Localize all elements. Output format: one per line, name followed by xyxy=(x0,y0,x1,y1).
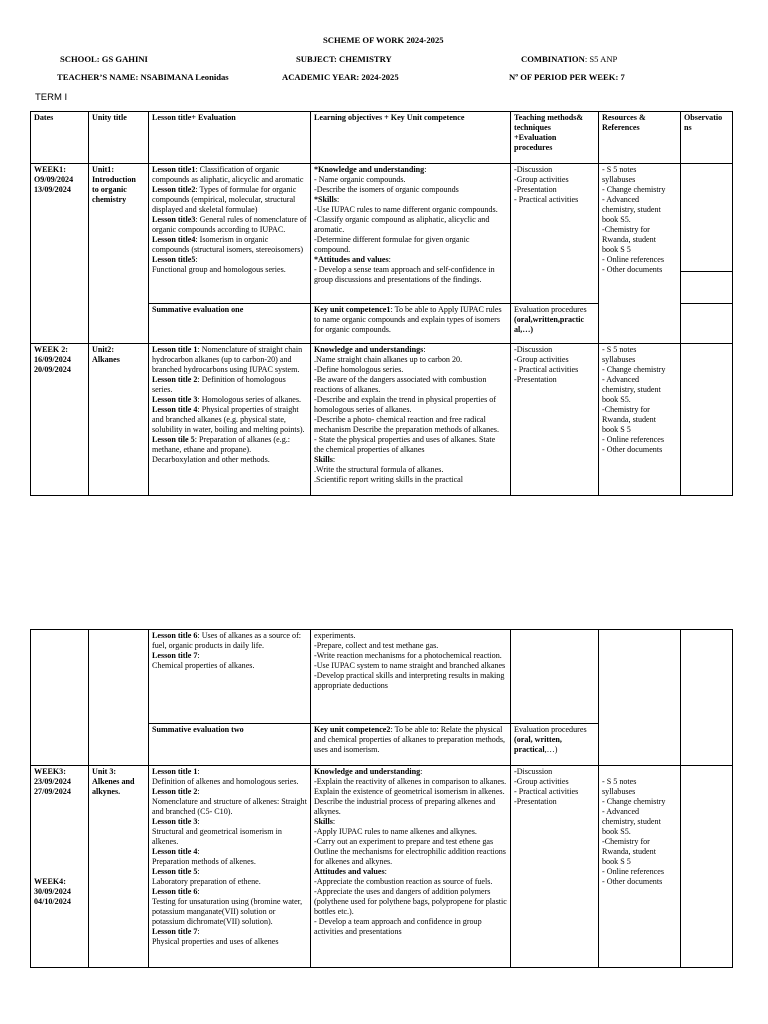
term-label: TERM I xyxy=(35,92,68,103)
text-line: Skills: xyxy=(314,455,336,464)
col-header-observations: Observatio ns xyxy=(681,112,733,164)
list-item: syllabuses xyxy=(602,175,636,184)
text-line: Lesson title1: Classification of organic compounds as aliphatic, alicyclic and aromatic xyxy=(152,165,304,184)
text-line: -Develop practical skills and interpreting results in making appropriate deductions xyxy=(314,671,505,690)
cont-lessons xyxy=(149,630,311,724)
list-item: -Chemistry for xyxy=(602,837,650,846)
scheme-table-page2 xyxy=(30,629,733,968)
summative-evaluation-one: Summative evaluation one xyxy=(149,304,311,344)
evaluation-procedures-1: Evaluation procedures (oral,written,practic al,…) xyxy=(511,304,599,344)
week3-lessons xyxy=(149,766,311,968)
list-item: -Discussion xyxy=(514,345,553,354)
text-line: Lesson title 6: Uses of alkanes as a source of: fuel, organic products in daily life. xyxy=(152,631,302,650)
week2-lessons xyxy=(149,344,311,496)
text-line: -Describe a photo- chemical reaction and free radical mechanism Describe the preparation methods of alkanes. xyxy=(314,415,499,434)
list-item: -Group activities xyxy=(514,777,569,786)
cont-observations xyxy=(681,630,733,766)
text-line: -Define homologous series. xyxy=(314,365,404,374)
text-line: -Carry out an experiment to prepare and test ethene gas Outline the mechanisms for electrophilic addition reactions for alkenes and alkynes. xyxy=(314,837,506,866)
text-line: .Write the structural formula of alkanes. xyxy=(314,465,444,474)
table-row-alkanes-continued xyxy=(31,630,733,724)
week2-observations xyxy=(681,344,733,496)
list-item: - Change chemistry xyxy=(602,185,666,194)
cont-unit xyxy=(89,630,149,766)
list-item: - Practical activities xyxy=(514,787,579,796)
list-item: - Practical activities xyxy=(514,365,579,374)
text-line: Lesson title2: Types of formulae for organic compounds (empirical, molecular, structural displayed and skeletal formulae) xyxy=(152,185,297,214)
week2-unit: Unit2: Alkanes xyxy=(89,344,149,496)
text-line: - Develop a sense team approach and self-confidence in group discussions and presentations of the findings. xyxy=(314,265,495,284)
list-item: - Change chemistry xyxy=(602,797,666,806)
text-line: Knowledge and understanding: xyxy=(314,767,423,776)
document-title: SCHEME OF WORK 2024-2025 xyxy=(323,35,444,45)
list-item: - Other documents xyxy=(602,445,663,454)
text-line: Preparation methods of alkenes. xyxy=(152,857,256,866)
list-item: - Online references xyxy=(602,435,665,444)
text-line: - State the physical properties and uses of alkanes. State the chemical properties of alkanes xyxy=(314,435,496,454)
week1-lessons xyxy=(149,164,311,304)
key-unit-competence-1: Key unit competence1: To be able to Apply IUPAC rules to name organic compounds and explain types of isomers for organic compounds. xyxy=(311,304,511,344)
list-item: -Chemistry for xyxy=(602,225,650,234)
text-line: -Use IUPAC system to name straight and branched alkanes xyxy=(314,661,506,670)
cont-objectives xyxy=(311,630,511,724)
list-item: - Online references xyxy=(602,255,665,264)
list-item: book S5. xyxy=(602,395,631,404)
text-line: Structural and geometrical isomerism in alkenes. xyxy=(152,827,282,846)
text-line: Explain the existence of geometrical isomerism in alkenes. xyxy=(314,787,505,796)
list-item: - Practical activities xyxy=(514,195,579,204)
combination-value: : S5 ANP xyxy=(584,54,618,64)
text-line: .Scientific report writing skills in the practical xyxy=(314,475,464,484)
list-item: chemistry, student xyxy=(602,385,661,394)
week1-objectives xyxy=(311,164,511,304)
text-line: Lesson tile 5: Preparation of alkanes (e.g.: methane, ethane and propane). Decarboxylation and other methods. xyxy=(152,435,291,464)
list-item: -Presentation xyxy=(514,797,557,806)
cont-resources xyxy=(599,630,681,766)
col-header-unit: Unity title xyxy=(89,112,149,164)
text-line: -Determine different formulae for given organic compound. xyxy=(314,235,470,254)
week1-resources xyxy=(599,164,681,344)
text-line: *Knowledge and understanding: xyxy=(314,165,427,174)
text-line: Lesson title 1: xyxy=(152,767,200,776)
text-line: Lesson title 6: xyxy=(152,887,200,896)
text-line: Nomenclature and structure of alkenes: Straight and branched (C5- C10). xyxy=(152,797,307,816)
week1-observations xyxy=(681,164,733,344)
week1-methods xyxy=(511,164,599,304)
list-item: chemistry, student xyxy=(602,817,661,826)
text-line: Lesson title 5: xyxy=(152,867,200,876)
list-item: -Presentation xyxy=(514,375,557,384)
list-item: - Advanced xyxy=(602,807,640,816)
list-item: Rwanda, student xyxy=(602,235,656,244)
text-line: Describe the industrial process of preparing alkenes and alkynes. xyxy=(314,797,496,816)
week2-resources xyxy=(599,344,681,496)
summative-evaluation-two: Summative evaluation two xyxy=(149,724,311,766)
list-item: - Advanced xyxy=(602,195,640,204)
evaluation-procedures-2: Evaluation procedures (oral, written, practical,…) xyxy=(511,724,599,766)
teacher-name: TEACHER’S NAME: NSABIMANA Leonidas xyxy=(57,72,229,82)
week2-objectives xyxy=(311,344,511,496)
list-item: syllabuses xyxy=(602,355,636,364)
list-item: book S 5 xyxy=(602,245,631,254)
text-line: -Apply IUPAC rules to name alkenes and alkynes. xyxy=(314,827,477,836)
list-item: -Group activities xyxy=(514,355,569,364)
text-line: - Name organic compounds. xyxy=(314,175,406,184)
week2-dates: WEEK 2: 16/09/2024 20/09/2024 xyxy=(31,344,89,496)
table-row-week2 xyxy=(31,344,733,496)
list-item: -Discussion xyxy=(514,767,553,776)
text-line: -Use IUPAC rules to name different organic compounds. xyxy=(314,205,498,214)
week3-objectives xyxy=(311,766,511,968)
text-line: Lesson title 3: xyxy=(152,817,200,826)
periods-per-week: Nº OF PERIOD PER WEEK: 7 xyxy=(509,72,625,82)
week1-dates: WEEK1: O9/09/2024 13/09/2024 xyxy=(31,164,89,344)
text-line: -Classify organic compound as aliphatic, alicyclic and aromatic. xyxy=(314,215,490,234)
list-item: -Presentation xyxy=(514,185,557,194)
week2-methods xyxy=(511,344,599,496)
list-item: book S 5 xyxy=(602,425,631,434)
list-item: Rwanda, student xyxy=(602,415,656,424)
week3-4-dates: WEEK3: 23/09/2024 27/09/2024 WEEK4: 30/09/2024 04/10/2024 xyxy=(31,766,89,968)
text-line: Lesson title5: xyxy=(152,255,198,264)
text-line: Lesson title 4: Physical properties of straight and branched alkanes (e.g. physical state, solubility in water, boiling and melting points). xyxy=(152,405,305,434)
list-item: book S5. xyxy=(602,827,631,836)
list-item: - S 5 notes xyxy=(602,777,637,786)
text-line: - Develop a team approach and confidence in group activities and presentations xyxy=(314,917,482,936)
text-line: Lesson title 2: xyxy=(152,787,200,796)
combination xyxy=(521,54,617,64)
text-line: -Write reaction mechanisms for a photochemical reaction. xyxy=(314,651,502,660)
key-unit-competence-2: Key unit competence2: To be able to: Relate the physical and chemical properties of alkanes to preparation methods, uses and isomerism. xyxy=(311,724,511,766)
week1-unit: Unit1: Introduction to organic chemistry xyxy=(89,164,149,344)
cont-dates xyxy=(31,630,89,766)
text-line: Physical properties and uses of alkenes xyxy=(152,937,279,946)
col-header-resources: Resources & References xyxy=(599,112,681,164)
text-line: -Be aware of the dangers associated with combustion reactions of alkanes. xyxy=(314,375,487,394)
text-line: Lesson title3: General rules of nomenclature of organic compounds according to IUPAC. xyxy=(152,215,307,234)
list-item: -Discussion xyxy=(514,165,553,174)
table-row-week1 xyxy=(31,164,733,304)
text-line: Attitudes and values: xyxy=(314,867,387,876)
text-line: Lesson title 3: Homologous series of alkanes. xyxy=(152,395,302,404)
list-item: - Change chemistry xyxy=(602,365,666,374)
text-line: Laboratory preparation of ethene. xyxy=(152,877,261,886)
list-item: chemistry, student xyxy=(602,205,661,214)
text-line: Lesson title 7: xyxy=(152,651,200,660)
week3-observations xyxy=(681,766,733,968)
table-row-week3-4 xyxy=(31,766,733,968)
text-line: Definition of alkenes and homologous series. xyxy=(152,777,299,786)
list-item: - Other documents xyxy=(602,265,663,274)
text-line: Lesson title 4: xyxy=(152,847,200,856)
list-item: - Online references xyxy=(602,867,665,876)
text-line: Lesson title4: Isomerism in organic compounds (structural isomers, stereoisomers) xyxy=(152,235,304,254)
cont-methods xyxy=(511,630,599,724)
text-line: Chemical properties of alkanes. xyxy=(152,661,255,670)
combination-label: COMBINATION xyxy=(521,54,585,64)
text-line: .Name straight chain alkanes up to carbon 20. xyxy=(314,355,463,364)
text-line: -Prepare, collect and test methane gas. xyxy=(314,641,439,650)
col-header-methods: Teaching methods& techniques +Evaluation procedures xyxy=(511,112,599,164)
col-header-lesson: Lesson title+ Evaluation xyxy=(149,112,311,164)
list-item: - Other documents xyxy=(602,877,663,886)
subject: SUBJECT: CHEMISTRY xyxy=(296,54,392,64)
text-line: Knowledge and understandings: xyxy=(314,345,426,354)
text-line: -Appreciate the uses and dangers of addition polymers (polythene used for polythene bags, polypropene for plastic bottles etc.). xyxy=(314,887,507,916)
week3-methods xyxy=(511,766,599,968)
list-item: - Advanced xyxy=(602,375,640,384)
list-item: - S 5 notes xyxy=(602,345,637,354)
text-line: Lesson title 1: Nomenclature of straight chain hydrocarbon alkanes (up to carbon-20) and branched hydrocarbons using IUPAC system. xyxy=(152,345,303,374)
list-item: - S 5 notes xyxy=(602,165,637,174)
text-line: experiments. xyxy=(314,631,356,640)
list-item: Rwanda, student xyxy=(602,847,656,856)
list-item: -Group activities xyxy=(514,175,569,184)
list-item: book S5. xyxy=(602,215,631,224)
col-header-objectives: Learning objectives + Key Unit competence xyxy=(311,112,511,164)
text-line: -Appreciate the combustion reaction as source of fuels. xyxy=(314,877,493,886)
week3-resources xyxy=(599,766,681,968)
academic-year: ACADEMIC YEAR: 2024-2025 xyxy=(282,72,399,82)
text-line: Lesson title 7: xyxy=(152,927,200,936)
col-header-dates: Dates xyxy=(31,112,89,164)
text-line: Lesson title 2: Definition of homologous series. xyxy=(152,375,286,394)
list-item: syllabuses xyxy=(602,787,636,796)
table-header-row xyxy=(31,112,733,164)
text-line: *Skills: xyxy=(314,195,340,204)
text-line: Functional group and homologous series. xyxy=(152,265,286,274)
text-line: -Describe and explain the trend in physical properties of homologous series of alkanes. xyxy=(314,395,497,414)
text-line: Skills: xyxy=(314,817,336,826)
text-line: -Explain the reactivity of alkenes in comparison to alkanes. xyxy=(314,777,507,786)
text-line: -Describe the isomers of organic compounds xyxy=(314,185,459,194)
scheme-table-page1 xyxy=(30,111,733,496)
list-item: book S 5 xyxy=(602,857,631,866)
text-line: Testing for unsaturation using (bromine water, potassium manganate(VII) solution or potassium dichromate(VII) solution). xyxy=(152,897,303,926)
text-line: *Attitudes and values: xyxy=(314,255,391,264)
school-name: SCHOOL: GS GAHINI xyxy=(60,54,148,64)
list-item: -Chemistry for xyxy=(602,405,650,414)
week3-unit: Unit 3: Alkenes and alkynes. xyxy=(89,766,149,968)
